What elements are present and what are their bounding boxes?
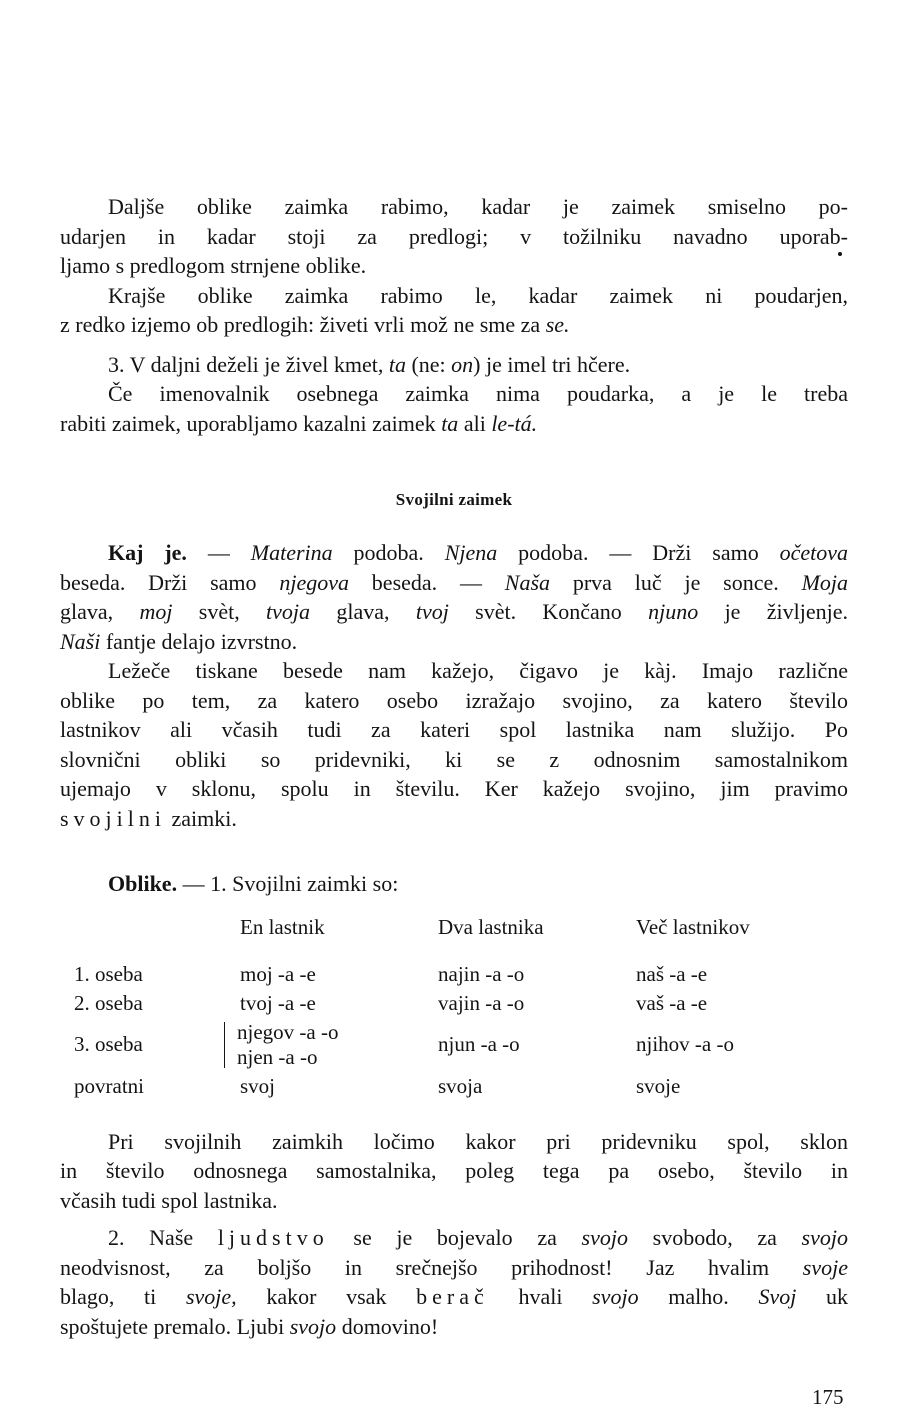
table-cell: njihov -a -o (636, 1032, 734, 1056)
table-cell: 3. oseba (74, 1032, 143, 1056)
italic-word: ta (388, 351, 406, 377)
table-cell (66, 942, 806, 960)
bold-lead: Kaj je. (108, 540, 187, 565)
table-cell: tvoj -a -e (240, 990, 316, 1015)
table-cell: vajin -a -o (438, 990, 525, 1015)
table-cell: svoja (438, 1073, 483, 1098)
text-line (60, 538, 848, 568)
table-cell: 1. oseba (74, 961, 143, 986)
text-run: rabiti zaimek, uporabljamo kazalni zaimek (60, 410, 442, 436)
italic-word: Svoj (758, 1284, 797, 1309)
text-line: Pri svojilnih zaimkih ločimo kakor pri pridevniku spol, sklon (108, 1128, 848, 1154)
text-run: glava, (60, 599, 140, 624)
italic-word: svojo (581, 1225, 628, 1250)
text-line (60, 568, 848, 598)
paragraph-demonstrative (60, 379, 848, 438)
table-cell: 2. oseba (74, 990, 143, 1015)
text-run: 2. Naše (108, 1225, 218, 1250)
italic-word: očetova (779, 540, 849, 565)
text-run: domovino! (336, 1313, 439, 1339)
text-run: zaimki. (166, 805, 237, 831)
table-cell (237, 1018, 438, 1072)
table-header-cell (66, 913, 240, 942)
paragraph-reflexive-examples (60, 1223, 848, 1341)
text-run: malho. (638, 1284, 759, 1309)
text-line (60, 350, 848, 380)
table-header-cell: Dva lastnika (438, 914, 544, 939)
paragraph-examples (60, 538, 848, 656)
italic-word: tvoj (415, 599, 449, 624)
text-line: Krajše oblike zaimka rabimo le, kadar zaimek ni poudarjen, (108, 282, 848, 308)
spaced-term: ljudstvo (217, 1225, 329, 1250)
paragraph-long-forms (60, 192, 848, 281)
text-line: in število odnosnega samostalnika, poleg tega pa osebo, število in (60, 1158, 848, 1183)
text-run: podoba. — Drži samo (497, 540, 780, 565)
text-run: podoba. (332, 540, 445, 565)
table-row (66, 1018, 806, 1072)
italic-word: Naši (60, 628, 101, 654)
table-cell: njun -a -o (438, 1032, 520, 1056)
table-cell: svoj (240, 1073, 276, 1098)
table-cell: najin -a -o (438, 961, 525, 986)
italic-word: Materina (250, 540, 333, 565)
text-run: fantje delajo izvrstno. (100, 628, 298, 654)
table-header-cell: En lastnik (240, 914, 325, 939)
page-number: 175 (812, 1385, 844, 1409)
text-run: svèt, (172, 599, 267, 624)
text-line (60, 1282, 848, 1312)
table-cell: moj -a -e (240, 961, 316, 986)
text-run: ali (458, 410, 492, 436)
table-cell: vaš -a -e (636, 990, 708, 1015)
form-variant: njegov -a -o (237, 1019, 339, 1044)
italic-word: moj (139, 599, 173, 624)
text-run: spoštujete premalo. Ljubi (60, 1313, 290, 1339)
text-line (60, 869, 848, 899)
italic-word: on (451, 351, 474, 377)
spacer (60, 1101, 848, 1127)
text-run: — (186, 540, 251, 565)
paragraph-example-3 (60, 350, 848, 380)
table-cell: povratni (74, 1073, 144, 1098)
text-run: kakor vsak (236, 1284, 417, 1309)
text-line (60, 597, 848, 627)
text-line (60, 1253, 848, 1283)
italic-word: le-tá. (491, 410, 538, 436)
text-run: se je bojevalo za (328, 1225, 582, 1250)
text-line: ujemajo v sklonu, spolu in številu. Ker kažejo svojino, jim pravimo (60, 776, 848, 801)
italic-word: svojo (289, 1313, 337, 1339)
italic-word: njegova (279, 569, 349, 595)
form-variant: njen -a -o (237, 1044, 318, 1069)
text-run: — 1. Svojilni zaimki so: (177, 871, 399, 896)
section-heading: Svojilni zaimek (395, 490, 513, 509)
text-line (60, 1312, 848, 1342)
paragraph-distinguish (60, 1127, 848, 1216)
bracket-mark (224, 1022, 225, 1068)
table-header-cell: Več lastnikov (636, 914, 750, 939)
italic-word: tvoja (266, 599, 311, 624)
paragraph-short-forms (60, 281, 848, 340)
table-header-row (66, 913, 806, 942)
page-body (60, 192, 848, 1341)
text-run: hvali (488, 1284, 593, 1309)
text-line: Daljše oblike zaimka rabimo, kadar je zaimek smiselno po- (108, 194, 848, 219)
italic-word: ta (441, 410, 459, 436)
italic-word: svojo (592, 1284, 639, 1309)
text-line: lastnikov ali včasih tudi za kateri spol lastnika nam služijo. Po (60, 717, 848, 742)
text-run: uk (796, 1284, 849, 1309)
paragraph-explanation (60, 656, 848, 833)
text-line (60, 310, 848, 340)
italic-word: svoje, (185, 1284, 237, 1309)
spacer (60, 1215, 848, 1223)
italic-word: Njena (444, 540, 498, 565)
spaced-term: svojilni (60, 805, 167, 831)
text-run: ) je imel tri hčere. (473, 351, 631, 377)
possessive-forms-table (66, 913, 806, 1101)
spacer (60, 833, 848, 869)
text-run: (ne: (405, 351, 452, 377)
text-line: oblike po tem, za katero osebo izražajo svojino, za katero število (60, 687, 848, 713)
table-row (66, 989, 806, 1018)
text-run: svèt. Končano (448, 599, 649, 624)
table-spacer-row (66, 942, 806, 960)
text-run: 3. V daljni deželi je živel kmet, (108, 351, 389, 377)
italic-word: Moja (801, 569, 849, 595)
text-run: beseda. Drži samo (60, 569, 280, 595)
text-run: z redko izjemo ob predlogih: živeti vrli mož ne sme za (60, 312, 546, 337)
text-run: glava, (310, 599, 416, 624)
text-line: ljamo s predlogom strnjene oblike. (60, 253, 367, 278)
text-run: neodvisnost, za boljšo in srečnejšo prihodnost! Jaz hvalim (60, 1254, 803, 1280)
italic-word: svoje (802, 1254, 848, 1280)
text-line (60, 627, 848, 657)
text-line: slovnični obliki so pridevniki, ki se z odnosnim samostalnikom (60, 746, 848, 772)
spacer (60, 340, 848, 350)
text-line: Ležeče tiskane besede nam kažejo, čigavo je kàj. Imajo različne (108, 658, 848, 683)
text-run: je življenje. (698, 599, 848, 624)
italic-word: svojo (801, 1225, 848, 1250)
italic-word: njuno (648, 599, 699, 624)
paragraph-forms-intro (60, 869, 848, 899)
italic-word: se. (545, 312, 570, 337)
table-row (66, 1072, 806, 1101)
text-run: blago, ti (60, 1284, 186, 1309)
text-run: beseda. — (348, 569, 505, 595)
spaced-term: berač (416, 1284, 489, 1309)
text-line: včasih tudi spol lastnika. (60, 1187, 278, 1213)
bold-lead: Oblike. (108, 871, 178, 896)
text-line: Če imenovalnik osebnega zaimka nima poudarka, a je le treba (108, 381, 848, 406)
text-line: udarjen in kadar stoji za predlogi; v tožilniku navadno uporab- (60, 223, 848, 249)
text-line (60, 409, 848, 439)
italic-word: Naša (504, 569, 551, 595)
table-cell: svoje (636, 1073, 681, 1098)
stacked-forms (237, 1020, 338, 1070)
text-run: prva luč je sonce. (550, 569, 802, 595)
text-line (60, 1223, 848, 1253)
text-run: svobodo, za (627, 1225, 802, 1250)
text-line (60, 804, 848, 834)
table-cell: naš -a -e (636, 961, 708, 986)
table-row (66, 960, 806, 989)
